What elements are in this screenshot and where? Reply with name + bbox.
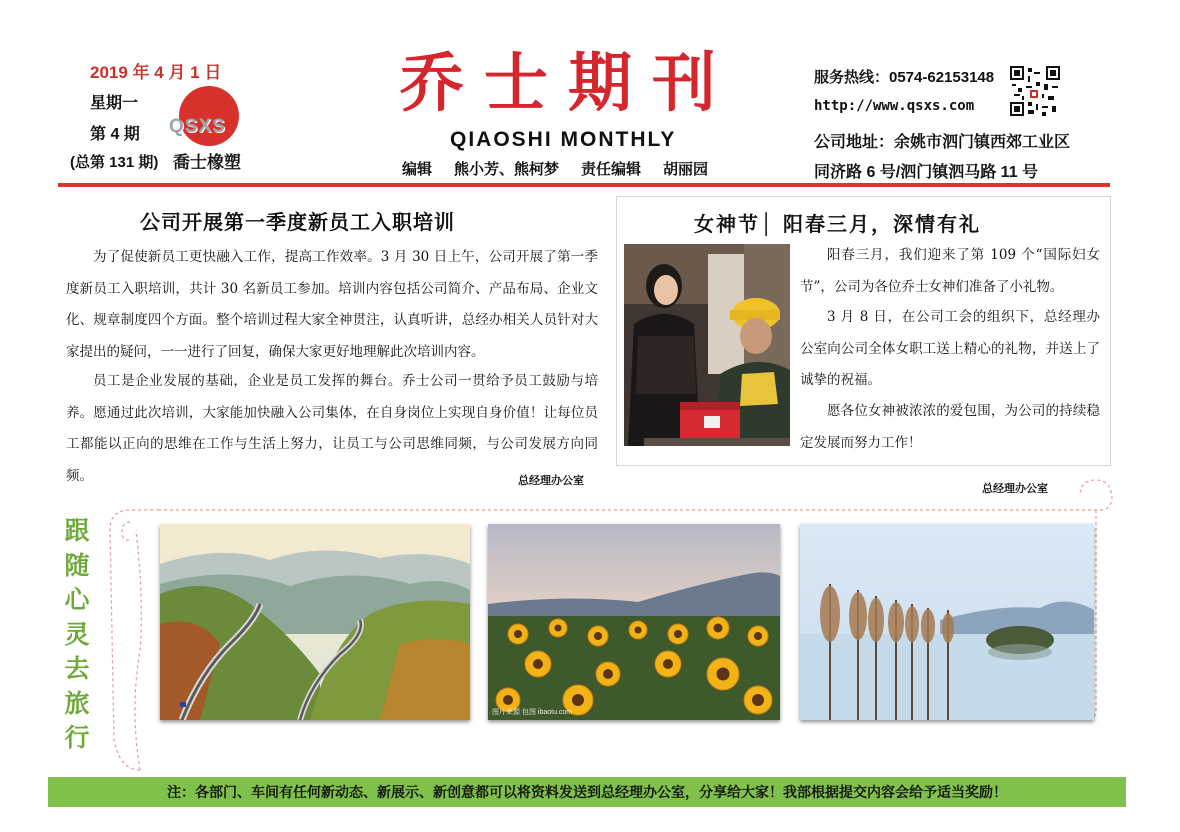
article-training-paragraph-2: 员工是企业发展的基础，企业是员工发挥的舞台。乔士公司一贯给予员工鼓励与培养。愿通过此次培训，大家能加快融入公司集体，在自身岗位上实现自身价值！让每位员工都能以正向的思维在工作与生活上努力，让员工与公司思维同频，与公司发展方向同频。 xyxy=(66,373,598,484)
masthead-subtitle: QIAOSHI MONTHLY xyxy=(450,128,677,151)
issue-number: 第 4 期 xyxy=(90,126,140,143)
qr-code-icon xyxy=(1010,66,1060,116)
travel-label-char: 随 xyxy=(64,550,90,580)
travel-label-char: 跟 xyxy=(64,516,90,545)
header-divider xyxy=(58,183,1110,187)
travel-photo-sunflowers xyxy=(488,524,780,720)
company-address: 公司地址：余姚市泗门镇西郊工业区同济路 6 号/泗门镇泗马路 11 号 xyxy=(814,134,1071,181)
article-womens-day-paragraph-2: 3 月 8 日，在公司工会的组织下，总经理办公室向公司全体女职工送上精心的礼物，并送上了诚挚的祝福。 xyxy=(800,309,1100,388)
travel-label-char: 行 xyxy=(64,723,90,752)
travel-label-char: 心 xyxy=(64,585,90,614)
company-url[interactable]: http://www.qsxs.com xyxy=(814,98,975,114)
footer-notice-banner: 注：各部门、车间有任何新动态、新展示、新创意都可以将资料发送到总经理办公室，分享给大家！我部根据提交内容会给予适当奖励！ xyxy=(48,777,1126,807)
travel-photo-lake xyxy=(800,524,1094,720)
editors-names: 熊小芳、熊柯梦 xyxy=(454,161,560,178)
travel-label-char: 灵 xyxy=(64,619,90,649)
article-training-signature: 总经理办公室 xyxy=(518,475,584,487)
chief-editor-label: 责任编辑 xyxy=(581,161,642,178)
editors-label: 编辑 xyxy=(402,161,433,178)
editor-line xyxy=(402,158,730,179)
masthead-title: 乔士期刊 xyxy=(400,46,736,121)
travel-label-char: 旅 xyxy=(64,688,90,718)
article-training-title: 公司开展第一季度新员工入职培训 xyxy=(140,210,455,234)
total-issue-number: (总第 131 期) xyxy=(70,154,159,171)
article-training-paragraph-1: 为了促使新员工更快融入工作，提高工作效率。3 月 30 日上午，公司开展了第一季度新员工入职培训，共计 30 名新员工参加。培训内容包括公司简介、产品布局、企业文化、规章制度四个方面。整个培训过程大家全神贯注，认真听讲，总经办相关人员针对大家提出的疑问，一一进行了回复，确保大家更好地理解此次培训内容。 xyxy=(66,249,598,360)
weekday: 星期一 xyxy=(90,95,139,112)
womens-day-photo xyxy=(624,244,790,446)
logo-wordmark: QSXS xyxy=(169,116,226,137)
chief-editor-name: 胡丽园 xyxy=(663,161,709,178)
photo-watermark: 图片来源 包图 ibaotu.com xyxy=(492,709,573,716)
service-hotline: 服务热线：0574-62153148 xyxy=(814,69,995,86)
article-womens-day-paragraph-1: 阳春三月，我们迎来了第 109 个“国际妇女节”，公司为各位乔士女神们准备了小礼物。 xyxy=(800,247,1100,295)
travel-section-label xyxy=(62,514,92,756)
article-womens-day-paragraph-3: 愿各位女神被浓浓的爱包围，为公司的持续稳定发展而努力工作！ xyxy=(800,403,1100,451)
travel-photo-mountain-road xyxy=(160,524,470,720)
company-logo xyxy=(165,86,261,174)
article-womens-day-signature: 总经理办公室 xyxy=(982,483,1048,495)
logo-chinese-name: 喬士橡塑 xyxy=(173,153,241,172)
travel-label-char: 去 xyxy=(64,654,90,683)
article-womens-day-title: 女神节│ 阳春三月，深情有礼 xyxy=(694,212,982,236)
issue-date: 2019 年 4 月 1 日 xyxy=(90,63,222,82)
